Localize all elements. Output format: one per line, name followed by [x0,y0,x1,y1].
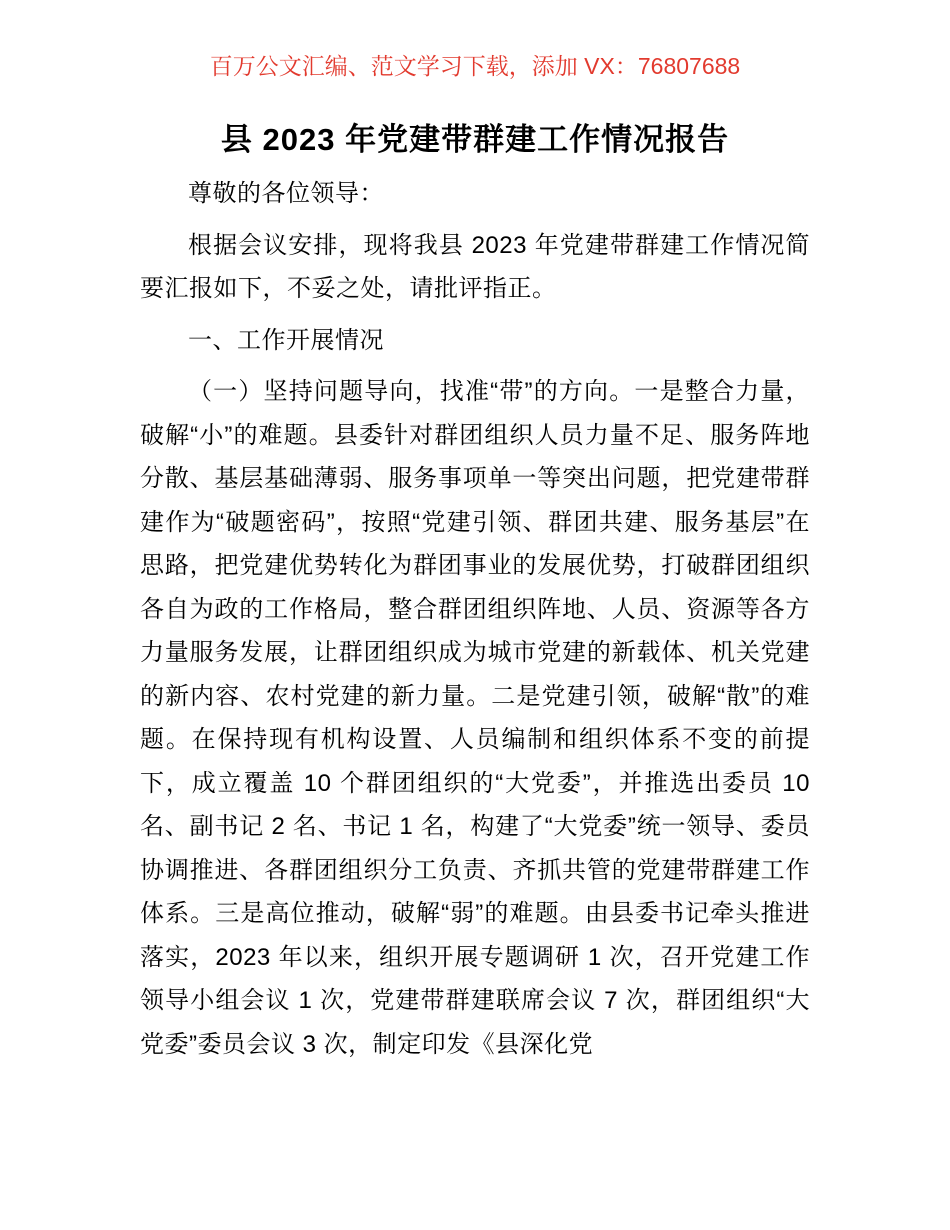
watermark-notice: 百万公文汇编、范文学习下载，添加 VX：76807688 [209,53,741,79]
document-title: 县 2023 年党建带群建工作情况报告 [220,122,730,157]
body-paragraph-1: （一）坚持问题导向，找准“带”的方向。一是整合力量，破解“小”的难题。县委针对群团组织人员力量不足、服务阵地分散、基层基础薄弱、服务事项单一等突出问题，把党建带群建作为“破题密码”，按照“党建引领、群团共建、服务基层”在思路，把党建优势转化为群团事业的发展优势，打破群团组织各自为政的工作格局，整合群团组织阵地、人员、资源等各方力量服务发展，让群团组织成为城市党建的新载体、机关党建的新内容、农村党建的新力量。二是党建引领，破解“散”的难题。在保持现有机构设置、人员编制和组织体系不变的前提下，成立覆盖 10 个群团组织的“大党委”，并推选出委员 10 名、副书记 2 名、书记 1 名，构建了“大党委”统一领导、委员协调推进、各群团组织分工负责、齐抓共管的党建带群建工作体系。三是高位推动，破解“弱”的难题。由县委书记牵头推进落实，2023 年以来，组织开展专题调研 1 次，召开党建工作领导小组会议 1 次，党建带群建联席会议 7 次，群团组织“大党委”委员会议 3 次，制定印发《县深化党 [140,378,810,1058]
salutation-paragraph: 尊敬的各位领导： [188,180,384,207]
section-heading-1: 一、工作开展情况 [188,326,384,354]
intro-paragraph: 根据会议安排，现将我县 2023 年党建带群建工作情况简要汇报如下，不妥之处，请批评指正。 [140,231,810,302]
